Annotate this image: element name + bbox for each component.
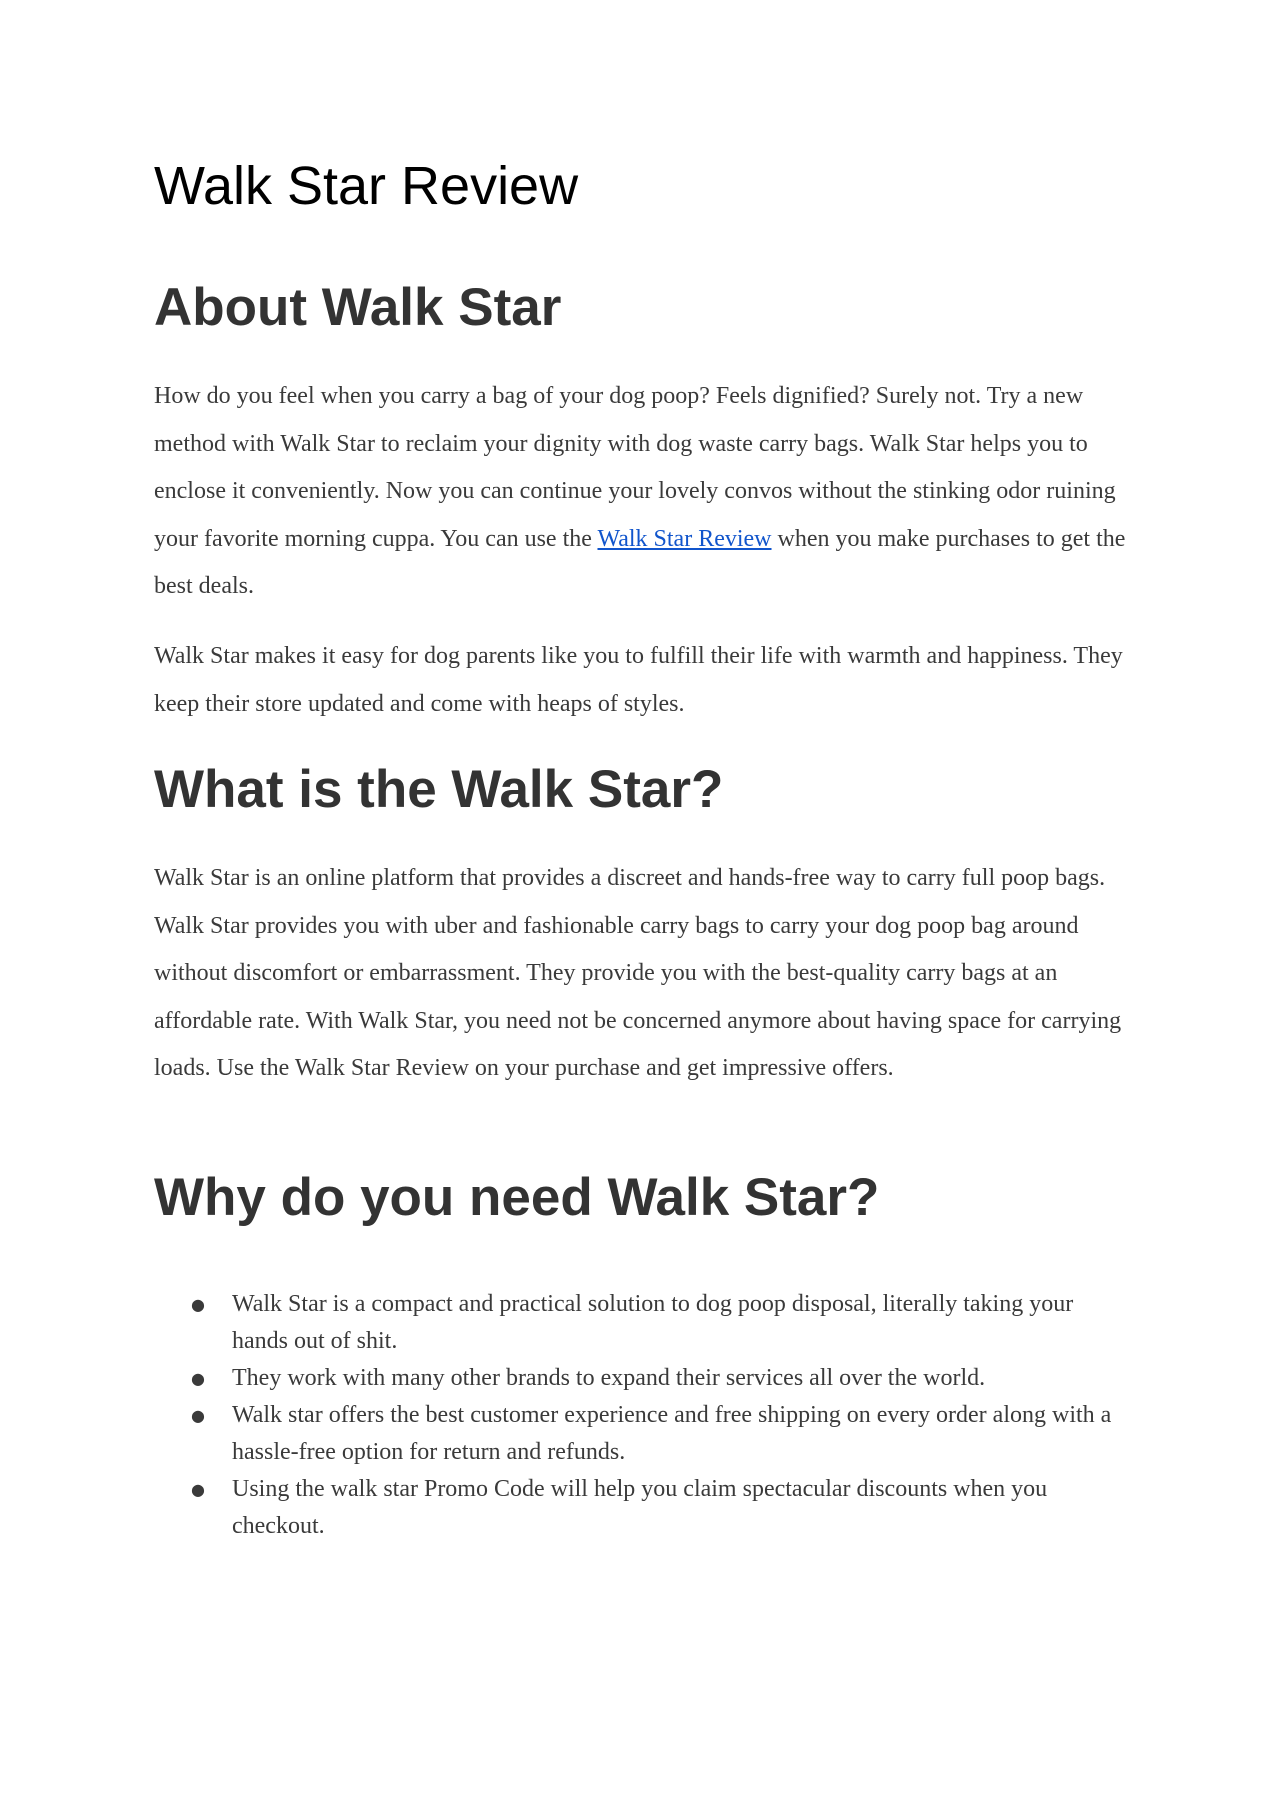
bullet-icon: ● — [191, 1406, 205, 1425]
list-item-text: Walk star offers the best customer experience and free shipping on every order along with a hassle-free option for return and refunds. — [232, 1402, 1112, 1465]
bullet-icon: ● — [191, 1369, 205, 1388]
list-item — [154, 1471, 1129, 1545]
reasons-list — [154, 1286, 1129, 1545]
bullet-icon: ● — [191, 1295, 205, 1314]
about-paragraph-2: Walk Star makes it easy for dog parents like you to fulfill their life with warmth and happiness. They keep their store updated and come with heaps of styles. — [154, 643, 1123, 717]
what-is-paragraph: Walk Star is an online platform that provides a discreet and hands-free way to carry full poop bags. Walk Star provides you with uber and fashionable carry bags to carry your dog poop bag around without discomfort or embarrassment. They provide you with the best-quality carry bags at an affordable rate. With Walk Star, you need not be concerned anymore about having space for carrying loads. Use the Walk Star Review on your purchase and get impressive offers. — [154, 865, 1122, 1081]
list-item — [154, 1360, 1129, 1397]
heading-why-need-walk-star: Why do you need Walk Star? — [154, 1168, 880, 1227]
about-paragraph-1 — [154, 373, 1129, 611]
bullet-icon: ● — [191, 1480, 205, 1499]
heading-what-is-walk-star: What is the Walk Star? — [154, 760, 724, 819]
list-item-text: Using the walk star Promo Code will help you claim spectacular discounts when you checkout. — [232, 1476, 1048, 1539]
about-paragraph-1-text-start: How do you feel when you carry a bag of your dog poop? Feels dignified? Surely not. Try a new method with Walk Star to reclaim your dignity with dog waste carry bags. Walk Star helps you to enclose it conveniently. Now you can continue your lovely convos without the stinking odor ruining your favorite morning cuppa. You can use the — [154, 383, 1116, 552]
list-item — [154, 1397, 1129, 1471]
list-item-text: Walk Star is a compact and practical solution to dog poop disposal, literally taking your hands out of shit. — [232, 1291, 1074, 1354]
list-item — [154, 1286, 1129, 1360]
list-item-text: They work with many other brands to expand their services all over the world. — [232, 1365, 986, 1391]
heading-about-walk-star: About Walk Star — [154, 278, 562, 337]
walk-star-review-link[interactable]: Walk Star Review — [597, 525, 772, 552]
about-paragraph-1-text-end: when you make purchases to get the best deals. — [154, 525, 1126, 599]
document-title: Walk Star Review — [154, 156, 579, 216]
